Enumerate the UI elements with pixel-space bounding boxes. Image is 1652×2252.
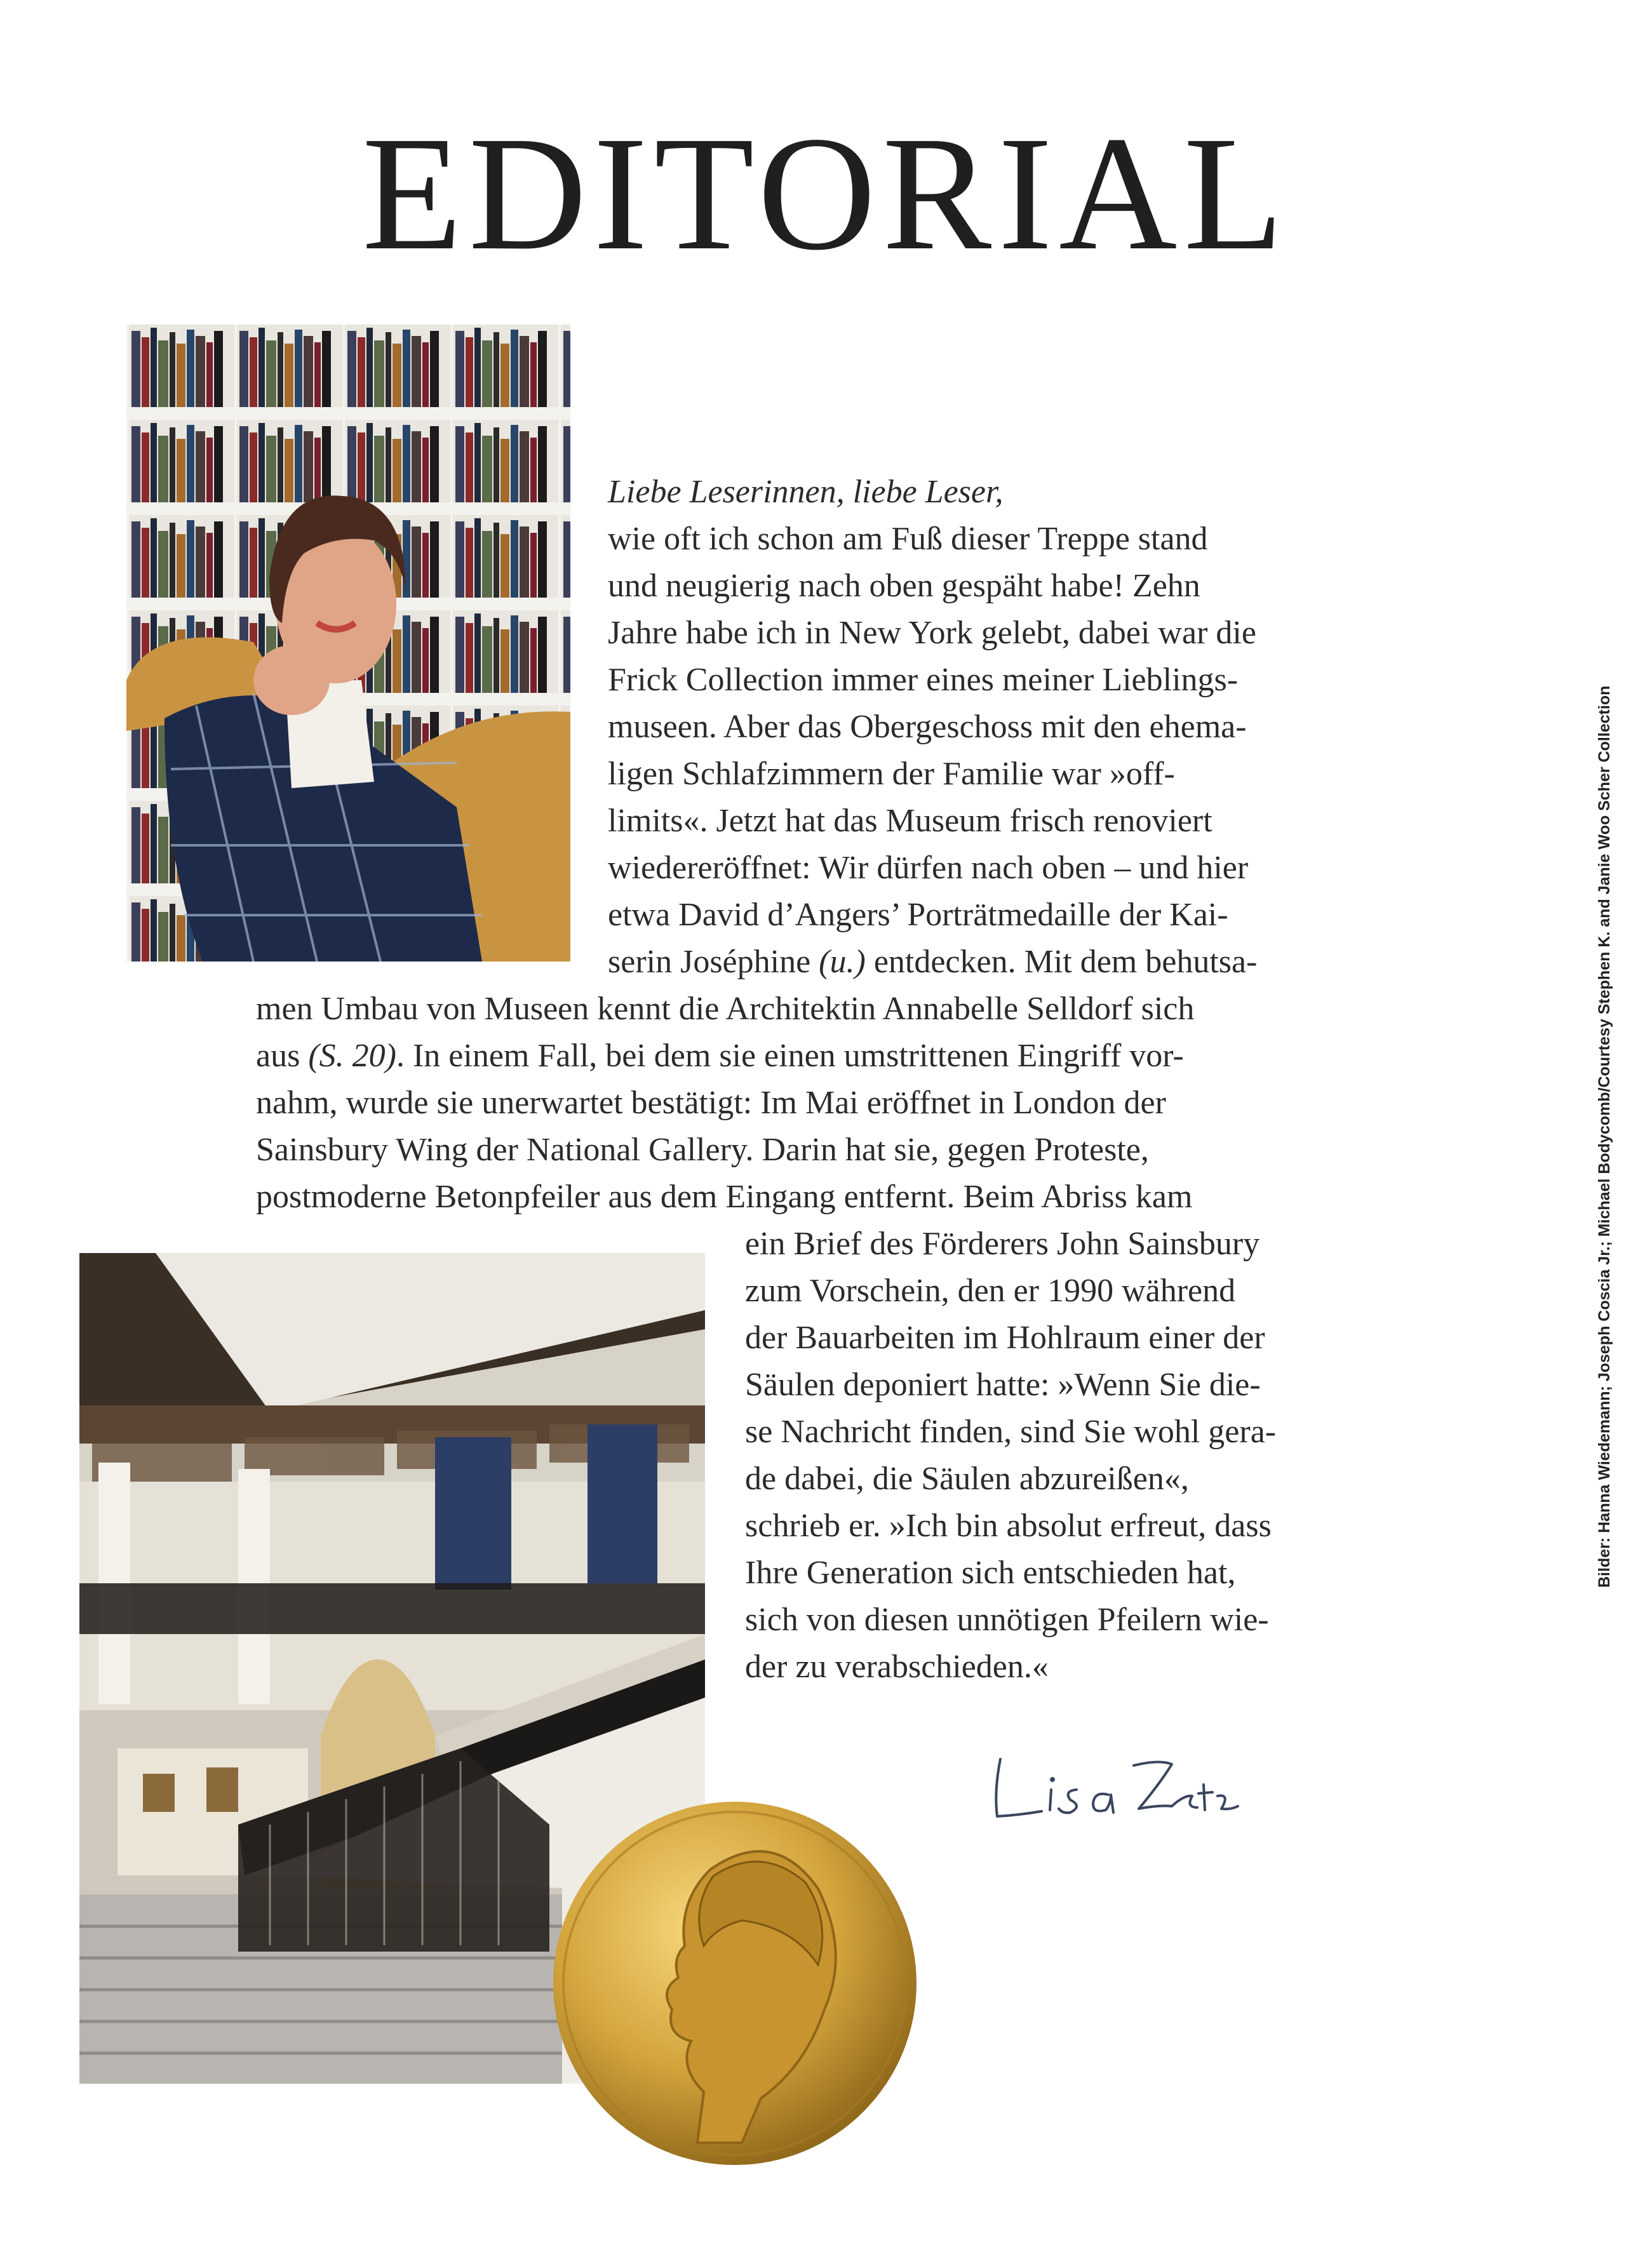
text-segment: serin Joséphine — [608, 944, 819, 980]
text-line: Frick Collection immer eines meiner Lieblings- — [608, 662, 1239, 698]
text-line: zum Vorschein, den er 1990 während — [745, 1273, 1236, 1309]
salutation: Liebe Leserinnen, liebe Leser, — [608, 474, 1004, 510]
text-line: sich von diesen unnötigen Pfeilern wie- — [745, 1602, 1269, 1638]
text-segment: . In einem Fall, bei dem sie einen umstrittenen Eingriff vor- — [396, 1038, 1184, 1074]
text-line: limits«. Jetzt hat das Museum frisch renoviert — [608, 803, 1212, 839]
text-line — [256, 1033, 1184, 1080]
text-line: postmoderne Betonpfeiler aus dem Eingang entfernt. Beim Abriss kam — [256, 1179, 1193, 1215]
text-line: men Umbau von Museen kennt die Architektin Annabelle Selldorf sich — [256, 991, 1195, 1027]
text-line: schrieb er. »Ich bin absolut erfreut, dass — [745, 1508, 1272, 1544]
text-segment: aus — [256, 1038, 309, 1074]
text-line: Ihre Generation sich entschieden hat, — [745, 1555, 1236, 1591]
photo-credit: Bilder: Hanna Wiedemann; Joseph Coscia Jr.; Michael Bodycomb/Courtesy Stephen K. and Janie Woo Scher Collection — [1595, 685, 1613, 1588]
text-line: wiedereröffnet: Wir dürfen nach oben – und hier — [608, 850, 1249, 886]
signature — [981, 1740, 1248, 1829]
text-line: und neugierig nach oben gespäht habe! Zehn — [608, 568, 1200, 604]
text-line: ein Brief des Förderers John Sainsbury — [745, 1226, 1260, 1262]
text-line — [608, 939, 1257, 986]
page-reference: (u.) — [819, 944, 866, 980]
text-line: wie oft ich schon am Fuß dieser Treppe stand — [608, 521, 1208, 557]
text-segment: entdecken. Mit dem behutsa- — [865, 944, 1258, 980]
portrait-photo — [126, 325, 570, 962]
text-line: nahm, wurde sie unerwartet bestätigt: Im Mai eröffnet in London der — [256, 1085, 1166, 1121]
medal-photo — [551, 1800, 918, 2167]
text-line: der Bauarbeiten im Hohlraum einer der — [745, 1320, 1265, 1356]
text-line: de dabei, die Säulen abzureißen«, — [745, 1461, 1189, 1497]
page-reference: (S. 20) — [308, 1038, 396, 1074]
page-title: EDITORIAL — [361, 102, 1290, 284]
text-line: etwa David d’Angers’ Porträtmedaille der Kai- — [608, 897, 1228, 933]
text-line: Säulen deponiert hatte: »Wenn Sie die- — [745, 1367, 1261, 1403]
text-line: Jahre habe ich in New York gelebt, dabei war die — [608, 615, 1256, 651]
text-line: museen. Aber das Obergeschoss mit den ehema- — [608, 709, 1247, 745]
text-line: Sainsbury Wing der National Gallery. Darin hat sie, gegen Proteste, — [256, 1132, 1149, 1168]
text-line: der zu verabschieden.« — [745, 1649, 1049, 1685]
text-line: se Nachricht finden, sind Sie wohl gera- — [745, 1414, 1277, 1450]
text-line: ligen Schlafzimmern der Familie war »off- — [608, 756, 1175, 792]
